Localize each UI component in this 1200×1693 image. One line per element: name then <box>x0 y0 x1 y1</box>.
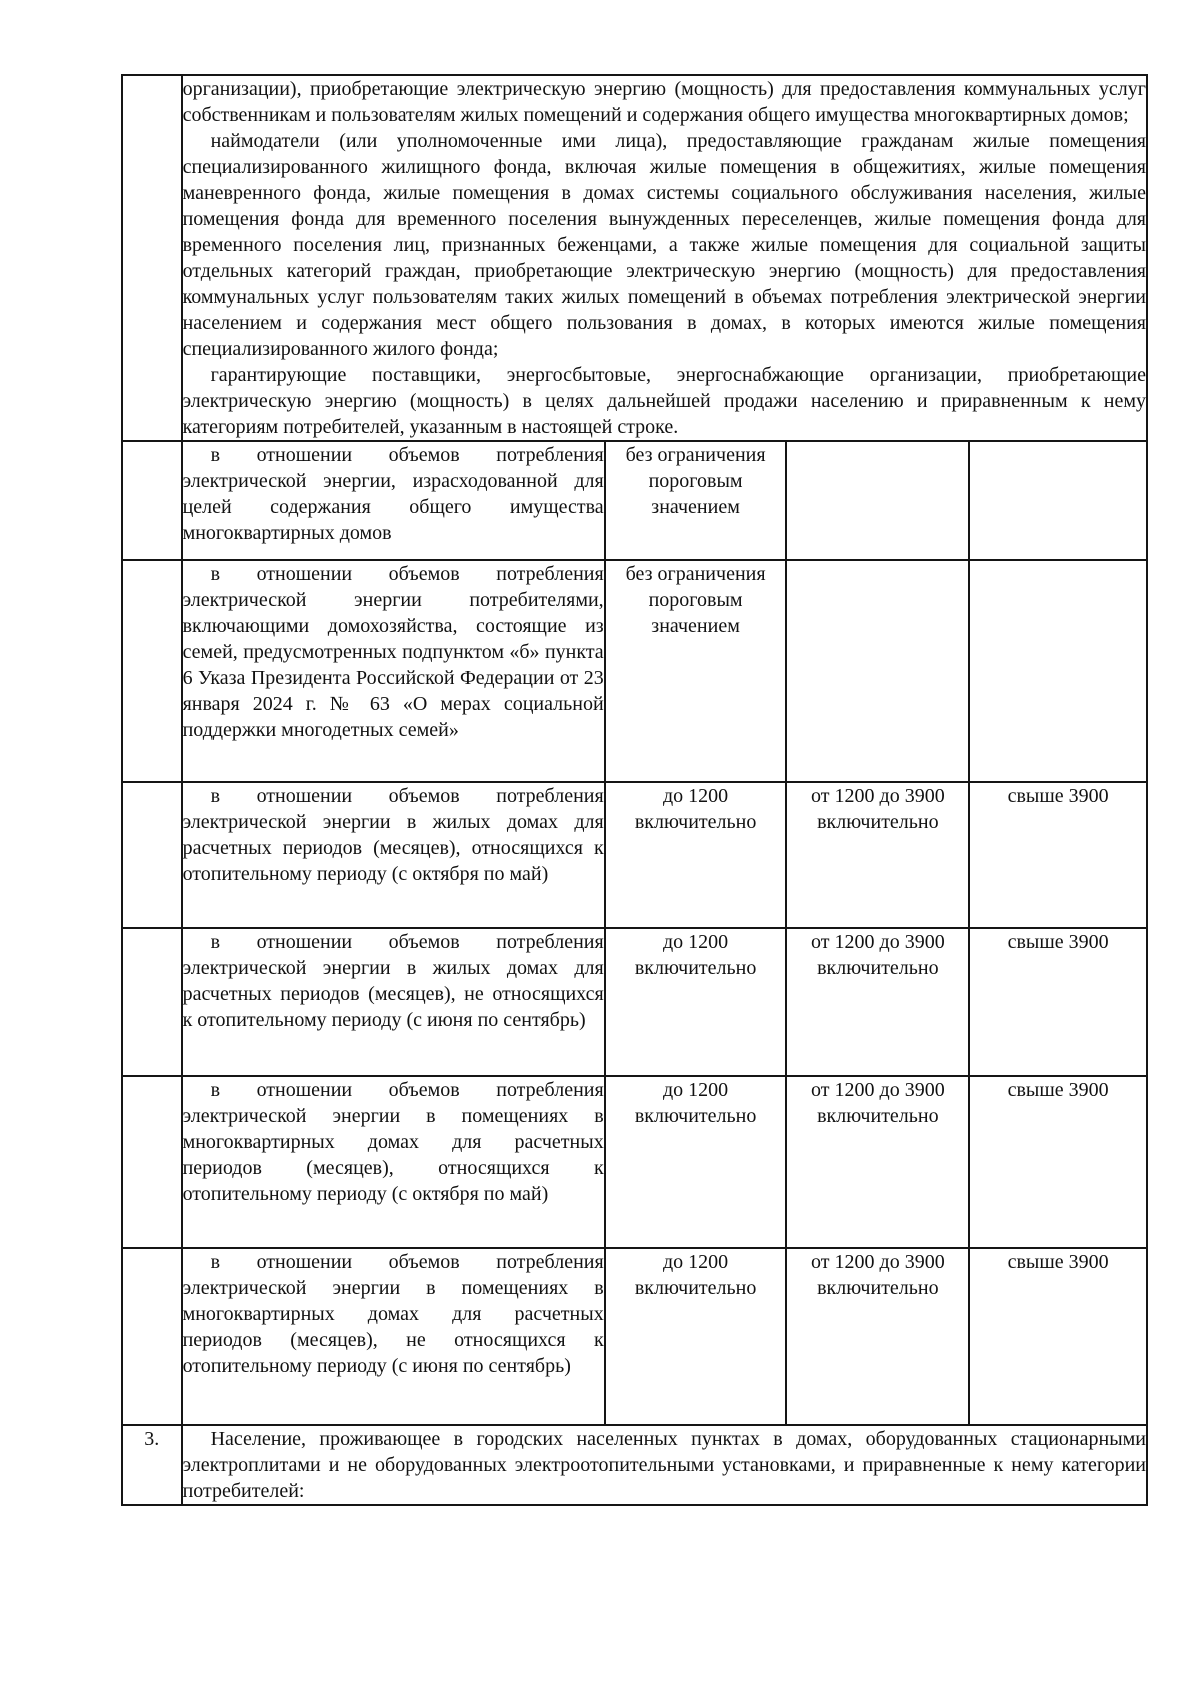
table-row <box>122 782 1147 928</box>
intro-paragraph: гарантирующие поставщики, энергосбытовые, энергоснабжающие организации, приобретающие электрическую энергию (мощность) в целях дальнейшей продажи населению и приравненным к нему категориям потребителей, указанным в настоящей строке. <box>182 364 1146 438</box>
table-row <box>122 1076 1147 1248</box>
section-3-row <box>122 1425 1147 1505</box>
threshold-cell-3: свыше 3900 <box>969 782 1147 928</box>
row-description <box>182 1076 605 1248</box>
number-cell-empty <box>122 928 182 1076</box>
section-3-cell <box>182 1425 1147 1505</box>
threshold-cell-2 <box>786 560 969 782</box>
row-description-text: в отношении объемов потребления электрической энергии в жилых домах для расчетных периодов (месяцев), относящихся к отопительному периоду (с октября по май) <box>182 785 604 885</box>
table-row <box>122 441 1147 560</box>
threshold-cell-2: от 1200 до 3900 включительно <box>786 782 969 928</box>
threshold-cell-1: до 1200 включительно <box>605 1248 787 1425</box>
threshold-cell-1: до 1200 включительно <box>605 782 787 928</box>
number-cell-empty <box>122 1248 182 1425</box>
table-row <box>122 928 1147 1076</box>
row-description <box>182 560 605 782</box>
table-row <box>122 560 1147 782</box>
row-description-text: в отношении объемов потребления электрической энергии, израсходованной для целей содержания общего имущества многоквартирных домов <box>182 444 604 544</box>
row-description <box>182 1248 605 1425</box>
section-3-text: Население, проживающее в городских населенных пунктах в домах, оборудованных стационарными электроплитами и не оборудованных электроотопительными установками, и приравненные к нему категории потребителей: <box>182 1428 1146 1502</box>
row-description <box>182 441 605 560</box>
threshold-cell-1: без ограничения пороговым значением <box>605 560 787 782</box>
number-cell-empty <box>122 75 182 441</box>
tariff-table <box>121 74 1148 1506</box>
number-cell-empty <box>122 1076 182 1248</box>
row-description-text: в отношении объемов потребления электрической энергии потребителями, включающими домохозяйства, состоящие из семей, предусмотренных подпунктом «б» пункта 6 Указа Президента Российской Федерации от 23 января 2024 г. № 63 «О мерах социальной поддержки многодетных семей» <box>182 563 604 741</box>
number-cell-empty <box>122 782 182 928</box>
threshold-cell-2 <box>786 441 969 560</box>
intro-cell <box>182 75 1147 441</box>
intro-paragraph: организации), приобретающие электрическую энергию (мощность) для предоставления коммунальных услуг собственникам и пользователям жилых помещений и содержания общего имущества многоквартирных домов; <box>182 78 1146 126</box>
threshold-cell-3 <box>969 560 1147 782</box>
threshold-cell-2: от 1200 до 3900 включительно <box>786 928 969 1076</box>
threshold-cell-3 <box>969 441 1147 560</box>
intro-row <box>122 75 1147 441</box>
table-row <box>122 1248 1147 1425</box>
threshold-cell-1: без ограничения пороговым значением <box>605 441 787 560</box>
row-description-text: в отношении объемов потребления электрической энергии в помещениях в многоквартирных домах для расчетных периодов (месяцев), относящихся к отопительному периоду (с октября по май) <box>182 1079 604 1205</box>
threshold-cell-1: до 1200 включительно <box>605 1076 787 1248</box>
row-description-text: в отношении объемов потребления электрической энергии в жилых домах для расчетных периодов (месяцев), не относящихся к отопительному периоду (с июня по сентябрь) <box>182 931 604 1031</box>
section-number: 3. <box>122 1425 182 1505</box>
row-description <box>182 928 605 1076</box>
threshold-cell-1: до 1200 включительно <box>605 928 787 1076</box>
number-cell-empty <box>122 560 182 782</box>
threshold-cell-3: свыше 3900 <box>969 928 1147 1076</box>
threshold-cell-3: свыше 3900 <box>969 1248 1147 1425</box>
row-description <box>182 782 605 928</box>
threshold-cell-2: от 1200 до 3900 включительно <box>786 1248 969 1425</box>
threshold-cell-2: от 1200 до 3900 включительно <box>786 1076 969 1248</box>
row-description-text: в отношении объемов потребления электрической энергии в помещениях в многоквартирных домах для расчетных периодов (месяцев), не относящихся к отопительному периоду (с июня по сентябрь) <box>182 1251 604 1377</box>
threshold-cell-3: свыше 3900 <box>969 1076 1147 1248</box>
intro-paragraph: наймодатели (или уполномоченные ими лица), предоставляющие гражданам жилые помещения специализированного жилищного фонда, включая жилые помещения в общежитиях, жилые помещения маневренного фонда, жилые помещения в домах системы социального обслуживания населения, жилые помещения фонда для временного поселения вынужденных переселенцев, жилые помещения фонда для временного поселения лиц, признанных беженцами, а также жилые помещения для социальной защиты отдельных категорий граждан, приобретающие электрическую энергию (мощность) для предоставления коммунальных услуг пользователям таких жилых помещений в объемах потребления электрической энергии населением и содержания мест общего пользования в домах, в которых имеются жилые помещения специализированного жилого фонда; <box>182 130 1146 360</box>
number-cell-empty <box>122 441 182 560</box>
